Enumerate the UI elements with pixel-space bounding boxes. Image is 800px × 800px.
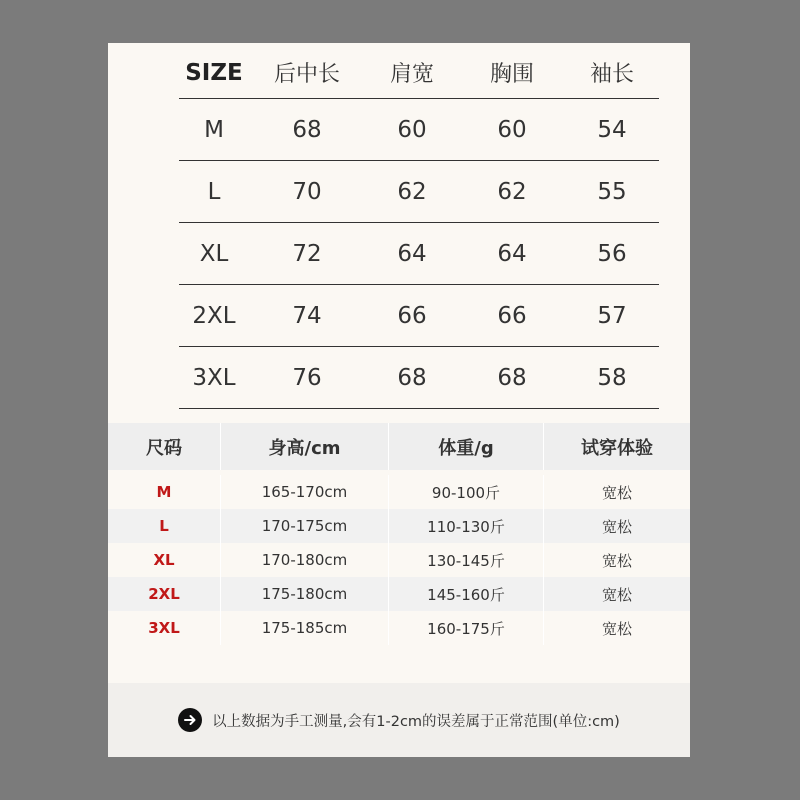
table-row xyxy=(179,161,659,223)
size-label: L xyxy=(207,178,221,205)
fit-value: 宽松 xyxy=(601,551,632,570)
chest-value: 68 xyxy=(497,364,527,391)
sleeve-length-value: 57 xyxy=(597,302,627,329)
size-label: M xyxy=(204,116,224,143)
sleeve-length-value: 58 xyxy=(597,364,627,391)
fit-value: 宽松 xyxy=(601,483,632,502)
back-length-value: 76 xyxy=(292,364,322,391)
size-label: XL xyxy=(199,240,229,267)
arrow-right-circle-icon xyxy=(178,708,202,732)
header-size: SIZE xyxy=(185,59,243,86)
table-row xyxy=(179,99,659,161)
table-row xyxy=(108,543,690,577)
height-range: 175-180cm xyxy=(221,577,389,611)
fit-value: 宽松 xyxy=(601,619,632,638)
fit-table-header xyxy=(108,423,690,470)
header-size-code: 尺码 xyxy=(108,423,221,470)
sleeve-length-value: 55 xyxy=(597,178,627,205)
size-chart-card xyxy=(108,43,690,757)
table-row xyxy=(179,347,659,409)
fit-recommendation-table xyxy=(108,423,690,645)
weight-range: 145-160斤 xyxy=(389,577,544,611)
table-row xyxy=(108,611,690,645)
header-height: 身高/cm xyxy=(221,423,389,470)
shoulder-width-value: 64 xyxy=(397,240,427,267)
table-row xyxy=(108,509,690,543)
size-label: 3XL xyxy=(192,364,236,391)
table-row xyxy=(179,223,659,285)
table-row xyxy=(179,285,659,347)
header-sleeve-length: 袖长 xyxy=(589,62,634,87)
chest-value: 62 xyxy=(497,178,527,205)
size-label: XL xyxy=(108,543,221,577)
back-length-value: 74 xyxy=(292,302,322,329)
height-range: 165-170cm xyxy=(221,475,389,509)
header-weight: 体重/g xyxy=(389,423,544,470)
weight-range: 110-130斤 xyxy=(389,509,544,543)
header-chest: 胸围 xyxy=(489,62,534,87)
shoulder-width-value: 62 xyxy=(397,178,427,205)
back-length-value: 68 xyxy=(292,116,322,143)
sleeve-length-value: 54 xyxy=(597,116,627,143)
size-table-header xyxy=(179,43,659,99)
height-range: 170-180cm xyxy=(221,543,389,577)
shoulder-width-value: 68 xyxy=(397,364,427,391)
size-label: 3XL xyxy=(108,611,221,645)
chest-value: 60 xyxy=(497,116,527,143)
size-label: M xyxy=(108,475,221,509)
chest-value: 66 xyxy=(497,302,527,329)
weight-range: 130-145斤 xyxy=(389,543,544,577)
measurement-note xyxy=(108,683,690,757)
note-text: 以上数据为手工测量,会有1-2cm的误差属于正常范围(单位:cm) xyxy=(212,713,620,730)
size-label: L xyxy=(108,509,221,543)
height-range: 175-185cm xyxy=(221,611,389,645)
fit-value: 宽松 xyxy=(601,517,632,536)
table-row xyxy=(108,577,690,611)
back-length-value: 72 xyxy=(292,240,322,267)
back-length-value: 70 xyxy=(292,178,322,205)
shoulder-width-value: 66 xyxy=(397,302,427,329)
size-label: 2XL xyxy=(108,577,221,611)
sleeve-length-value: 56 xyxy=(597,240,627,267)
size-measurement-table xyxy=(179,43,659,409)
header-back-length: 后中长 xyxy=(273,62,340,87)
header-fit-experience: 试穿体验 xyxy=(581,437,653,459)
fit-value: 宽松 xyxy=(601,585,632,604)
table-row xyxy=(108,475,690,509)
weight-range: 160-175斤 xyxy=(389,611,544,645)
height-range: 170-175cm xyxy=(221,509,389,543)
header-shoulder-width: 肩宽 xyxy=(389,62,434,87)
weight-range: 90-100斤 xyxy=(389,475,544,509)
size-label: 2XL xyxy=(192,302,236,329)
chest-value: 64 xyxy=(497,240,527,267)
shoulder-width-value: 60 xyxy=(397,116,427,143)
